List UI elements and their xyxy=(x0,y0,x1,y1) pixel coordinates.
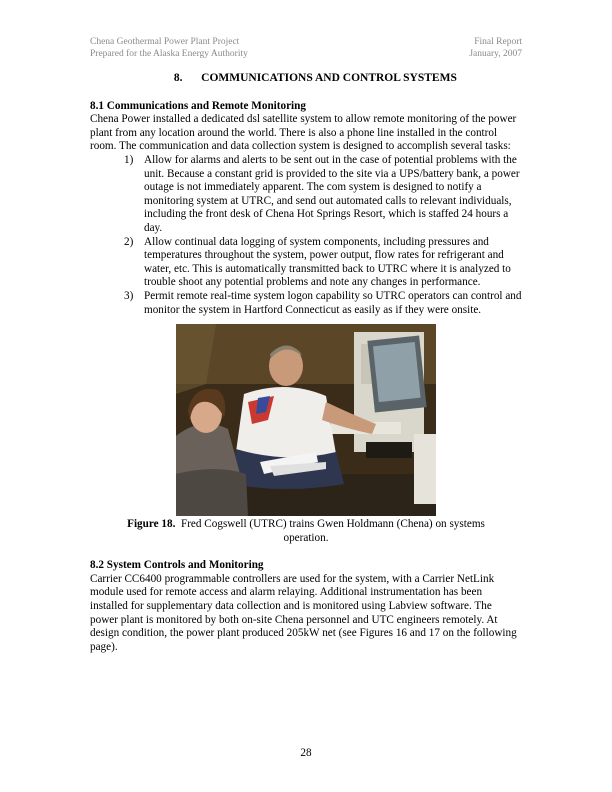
page-number: 28 xyxy=(300,747,312,759)
list-item xyxy=(90,236,522,290)
list-item xyxy=(90,154,522,236)
list-item xyxy=(90,290,522,317)
header-date: January, 2007 xyxy=(469,49,522,59)
section-title xyxy=(90,72,522,86)
figure-photo xyxy=(176,324,436,516)
list-item-text: Allow for alarms and alerts to be sent out in the case of potential problems with the unit. Because a constant grid is provided to the site via a UPS/battery bank, a power outage is not immediately apparent. The com system is designed to notify a monitoring system at UTRC, and send out automated calls to relevant individuals, including the front desk of Chena Hot Springs Resort, which is staffed 24 hours a day. xyxy=(144,153,520,234)
figure-label: Figure 18. xyxy=(127,518,176,531)
figure-caption-text: Fred Cogswell (UTRC) trains Gwen Holdmann (Chena) on systems operation. xyxy=(180,518,485,544)
section-title-text: COMMUNICATIONS AND CONTROL SYSTEMS xyxy=(201,72,457,84)
list-item-text: Allow continual data logging of system components, including pressures and temperatures throughout the system, power output, flow rates for refrigerant and water, etc. This is automatically transmitted back to UTRC where it is analyzed to trouble shoot any potential problems and note any changes in performance. xyxy=(144,235,511,289)
figure-caption xyxy=(90,518,522,545)
section-number: 8. xyxy=(173,72,183,84)
subsection-heading-8-1: 8.1 Communications and Remote Monitoring xyxy=(90,99,306,112)
subsection-8-1-intro: Chena Power installed a dedicated dsl satellite system to allow remote monitoring of the power plant from any location around the world. There is also a phone line installed in the control room. The communication and data collection system is designed to accomplish several tasks: xyxy=(90,113,517,153)
running-header-left xyxy=(90,36,248,60)
list-item-text: Permit remote real-time system logon capability so UTRC operators can control and monitor the system in Hartford Connecticut as easily as if they were onsite. xyxy=(144,289,522,316)
running-header-right xyxy=(469,36,522,60)
page-body xyxy=(90,72,522,654)
header-project-title: Chena Geothermal Power Plant Project xyxy=(90,37,240,47)
list-item-number: 1) xyxy=(124,153,134,166)
task-list xyxy=(90,154,522,317)
subsection-heading-8-2: 8.2 System Controls and Monitoring xyxy=(90,559,264,572)
header-report-type: Final Report xyxy=(474,37,522,47)
subsection-8-2-body: Carrier CC6400 programmable controllers are used for the system, with a Carrier NetLink module used for remote access and alarm relaying. Additional instrumentation has been installed for supplementary data collection and is monitored using Labview software. The power plant is monitored by both on-site Chena personnel and UTC engineers remotely. At design condition, the power plant produced 205kW net (see Figures 16 and 17 on the following page). xyxy=(90,572,517,653)
list-item-number: 2) xyxy=(124,235,134,248)
photo-illustration xyxy=(176,324,436,516)
list-item-number: 3) xyxy=(124,289,134,302)
header-prepared-for: Prepared for the Alaska Energy Authority xyxy=(90,49,248,59)
